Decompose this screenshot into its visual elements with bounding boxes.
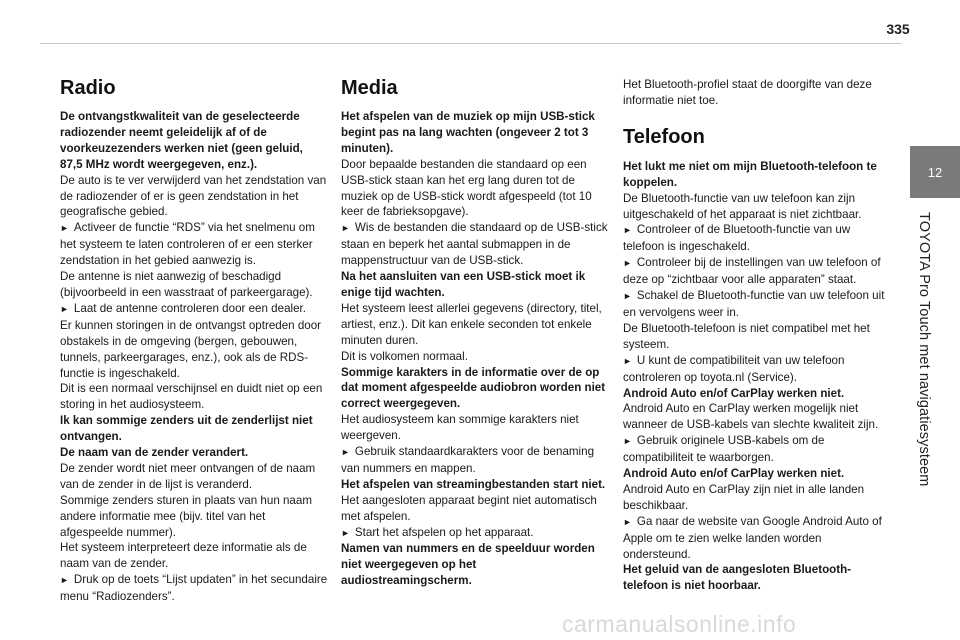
media-column — [341, 72, 609, 589]
question-heading: Ik kan sommige zenders uit de zenderlijst niet ontvangen. — [60, 414, 313, 444]
watermark: carmanualsonline.info — [562, 611, 797, 637]
body-text: Het systeem interpreteert deze informatie als de naam van de zender. — [60, 541, 307, 571]
page-number: 335 — [886, 21, 910, 37]
body-text: De zender wordt niet meer ontvangen of de naam van de zender in de lijst is veranderd. — [60, 461, 316, 491]
body-text: Het aangesloten apparaat begint niet automatisch met afspelen. — [341, 493, 597, 523]
question-heading: De ontvangstkwaliteit van de geselecteerde radiozender neemt geleidelijk af of de voorkeuzezenders werken niet (geen geluid, 87,5 MHz wordt weergegeven, enz.). — [60, 110, 303, 171]
action-bullet: ► Schakel de Bluetooth-functie van uw telefoon uit en vervolgens weer in. — [623, 288, 891, 321]
action-bullet: ► U kunt de compatibiliteit van uw telefoon controleren op toyota.nl (Service). — [623, 353, 891, 386]
action-bullet: ► Controleer of de Bluetooth-functie van uw telefoon is ingeschakeld. — [623, 222, 891, 255]
media-body — [341, 109, 609, 589]
question-heading: De naam van de zender verandert. — [60, 446, 249, 460]
question-heading: Het afspelen van streamingbestanden start niet. — [341, 477, 606, 491]
question-heading: Android Auto en/of CarPlay werken niet. — [623, 386, 845, 400]
radio-column — [60, 72, 328, 605]
question-heading: Het afspelen van de muziek op mijn USB-stick begint pas na lang wachten (ongeveer 2 tot 3 minuten). — [341, 110, 595, 155]
body-text: Er kunnen storingen in de ontvangst optreden door obstakels in de omgeving (bergen, gebouwen, tunnels, parkeergarages, enz.), ook als de RDS-functie is ingeschakeld. — [60, 318, 322, 380]
telefoon-column — [623, 77, 891, 594]
action-bullet: ► Start het afspelen op het apparaat. — [341, 525, 609, 542]
header-divider — [40, 43, 902, 44]
telefoon-body — [623, 159, 891, 594]
radio-heading: Radio — [60, 77, 116, 99]
action-bullet: ► Controleer bij de instellingen van uw telefoon of deze op “zichtbaar voor alle apparaten” staat. — [623, 255, 891, 288]
body-text: Sommige zenders sturen in plaats van hun naam andere informatie mee (bijv. titel van het afgespeelde nummer). — [60, 493, 312, 539]
question-heading: Namen van nummers en de speelduur worden niet weergegeven op het audiostreamingscherm. — [341, 542, 595, 588]
body-text: De Bluetooth-telefoon is niet compatibel met het systeem. — [623, 321, 870, 351]
question-heading: Na het aansluiten van een USB-stick moet ik enige tijd wachten. — [341, 270, 586, 299]
media-heading: Media — [341, 77, 398, 99]
action-bullet: ► Gebruik standaardkarakters voor de benaming van nummers en mappen. — [341, 444, 609, 477]
action-bullet: ► Ga naar de website van Google Android Auto of Apple om te zien welke landen worden ondersteund. — [623, 514, 891, 563]
action-bullet: ► Druk op de toets “Lijst updaten” in het secundaire menu “Radiozenders”. — [60, 572, 328, 605]
body-text: De auto is te ver verwijderd van het zendstation van de radiozender of er is geen zendstation in het geografische gebied. — [60, 173, 327, 219]
body-text: Door bepaalde bestanden die standaard op een USB-stick staan kan het erg lang duren tot de muziek op de USB-stick wordt afgespeeld (tot 10 keer de fabrieksopgave). — [341, 157, 592, 219]
body-text: Het systeem leest allerlei gegevens (directory, titel, artiest, enz.). Dit kan enkele seconden tot enkele minuten duren. — [341, 301, 602, 347]
question-heading: Het lukt me niet om mijn Bluetooth-telefoon te koppelen. — [623, 159, 877, 189]
body-text: De Bluetooth-functie van uw telefoon kan zijn uitgeschakeld of het apparaat is niet zichtbaar. — [623, 191, 862, 221]
action-bullet: ► Gebruik originele USB-kabels om de compatibiliteit te waarborgen. — [623, 433, 891, 466]
body-text: Android Auto en CarPlay zijn niet in alle landen beschikbaar. — [623, 482, 865, 512]
body-text: Android Auto en CarPlay werken mogelijk niet wanneer de USB-kabels van slechte kwaliteit zijn. — [623, 402, 879, 432]
chapter-title: TOYOTA Pro Touch met navigatiesysteem — [916, 212, 932, 487]
body-text: De antenne is niet aanwezig of beschadigd (bijvoorbeeld in een wasstraat of parkeergarage). — [60, 270, 313, 299]
radio-body — [60, 109, 328, 605]
question-heading: Sommige karakters in de informatie over de op dat moment afgespeelde audiobron worden niet correct weergegeven. — [341, 365, 606, 411]
question-heading: Android Auto en/of CarPlay werken niet. — [623, 467, 845, 481]
body-text: Het audiosysteem kan sommige karakters niet weergeven. — [341, 413, 579, 443]
question-heading: Het geluid van de aangesloten Bluetooth-telefoon is niet hoorbaar. — [623, 563, 852, 593]
action-bullet: ► Wis de bestanden die standaard op de USB-stick staan en beperk het aantal submappen in de mappenstructuur van de USB-stick. — [341, 220, 609, 269]
media-continuation: Het Bluetooth-profiel staat de doorgifte van deze informatie niet toe. — [623, 78, 872, 107]
body-text: Dit is een normaal verschijnsel en duidt niet op een storing in het audiosysteem. — [60, 382, 323, 412]
chapter-tab: 12 — [910, 146, 960, 198]
telefoon-heading: Telefoon — [623, 125, 705, 148]
body-text: Dit is volkomen normaal. — [341, 349, 468, 363]
action-bullet: ► Laat de antenne controleren door een dealer. — [60, 301, 328, 318]
action-bullet: ► Activeer de functie “RDS” via het snelmenu om het systeem te laten controleren of er een sterker zendstation in het gebied aanwezig is. — [60, 220, 328, 269]
